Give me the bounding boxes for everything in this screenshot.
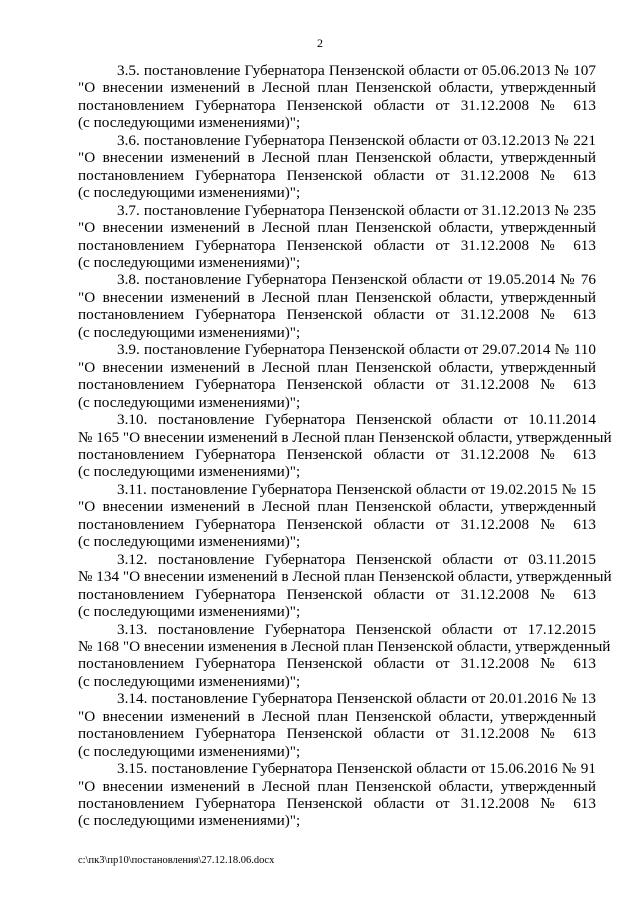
list-item (78, 550, 612, 621)
list-item (78, 62, 596, 132)
item-line: 3.7. постановление Губернатора Пензенской области от 31.12.2013 № 235 (117, 201, 596, 219)
item-line: 3.15. постановление Губернатора Пензенской области от 15.06.2016 № 91 (117, 760, 596, 778)
item-line: постановлением Губернатора Пензенской области от 31.12.2008 № 613 (78, 376, 596, 394)
item-line: постановлением Губернатора Пензенской области от 31.12.2008 № 613 (78, 96, 596, 114)
item-line: (с последующими изменениями)"; (78, 603, 301, 621)
page-number: 2 (317, 36, 323, 50)
item-line: (с последующими изменениями)"; (78, 812, 301, 830)
item-line: (с последующими изменениями)"; (78, 253, 301, 271)
item-line: 3.6. постановление Губернатора Пензенской области от 03.12.2013 № 221 (117, 131, 596, 149)
list-item (78, 690, 596, 760)
item-line: (с последующими изменениями)"; (78, 463, 301, 481)
item-line: постановлением Губернатора Пензенской области от 31.12.2008 № 613 (78, 795, 596, 813)
list-item (78, 411, 612, 481)
item-line: 3.12. постановление Губернатора Пензенской области от 03.11.2015 (117, 550, 596, 568)
item-line: (с последующими изменениями)"; (78, 393, 301, 411)
list-item (78, 620, 611, 691)
item-line: постановлением Губернатора Пензенской области от 31.12.2008 № 613 (78, 725, 596, 743)
item-line: постановлением Губернатора Пензенской области от 31.12.2008 № 613 (78, 585, 596, 603)
item-line: № 168 "О внесении изменения в Лесной план Пензенской области, утвержденный (78, 637, 611, 655)
item-line: № 165 "О внесении изменений в Лесной план Пензенской области, утвержденный (78, 428, 612, 446)
item-line: (с последующими изменениями)"; (78, 742, 301, 760)
document-body (78, 62, 612, 830)
list-item (78, 202, 596, 272)
list-item (78, 341, 596, 411)
item-line: "О внесении изменений в Лесной план Пензенской области, утвержденный (78, 777, 596, 795)
list-item (78, 481, 596, 551)
item-line: "О внесении изменений в Лесной план Пензенской области, утвержденный (78, 288, 596, 306)
item-line: "О внесении изменений в Лесной план Пензенской области, утвержденный (78, 707, 596, 725)
item-line: (с последующими изменениями)"; (78, 672, 301, 690)
item-line: 3.13. постановление Губернатора Пензенской области от 17.12.2015 (117, 620, 596, 638)
item-line: 3.11. постановление Губернатора Пензенской области от 19.02.2015 № 15 (117, 480, 596, 498)
item-line: "О внесении изменений в Лесной план Пензенской области, утвержденный (78, 498, 596, 516)
item-line: (с последующими изменениями)"; (78, 184, 301, 202)
item-line: "О внесении изменений в Лесной план Пензенской области, утвержденный (78, 219, 596, 237)
item-line: 3.14. постановление Губернатора Пензенской области от 20.01.2016 № 13 (117, 690, 596, 708)
item-line: (с последующими изменениями)"; (78, 323, 301, 341)
list-item (78, 760, 596, 830)
footer-file-path: c:\пк3\пр10\постановления\27.12.18.06.docx (78, 855, 275, 866)
item-line: № 134 "О внесении изменений в Лесной план Пензенской области, утвержденный (78, 568, 612, 586)
item-line: постановлением Губернатора Пензенской области от 31.12.2008 № 613 (78, 306, 596, 324)
item-line: постановлением Губернатора Пензенской области от 31.12.2008 № 613 (78, 166, 596, 184)
item-line: (с последующими изменениями)"; (78, 533, 301, 551)
item-line: (с последующими изменениями)"; (78, 114, 301, 132)
list-item (78, 132, 596, 202)
item-line: постановлением Губернатора Пензенской области от 31.12.2008 № 613 (78, 236, 596, 254)
item-line: 3.9. постановление Губернатора Пензенской области от 29.07.2014 № 110 (117, 341, 596, 359)
item-line: "О внесении изменений в Лесной план Пензенской области, утвержденный (78, 358, 596, 376)
item-line: постановлением Губернатора Пензенской области от 31.12.2008 № 613 (78, 655, 596, 673)
item-line: 3.5. постановление Губернатора Пензенской области от 05.06.2013 № 107 (117, 62, 596, 79)
item-line: "О внесении изменений в Лесной план Пензенской области, утвержденный (78, 79, 596, 97)
list-item (78, 271, 596, 341)
item-line: 3.8. постановление Губернатора Пензенской области от 19.05.2014 № 76 (117, 271, 596, 289)
item-line: 3.10. постановление Губернатора Пензенской области от 10.11.2014 (117, 411, 596, 429)
item-line: постановлением Губернатора Пензенской области от 31.12.2008 № 613 (78, 445, 596, 463)
item-line: "О внесении изменений в Лесной план Пензенской области, утвержденный (78, 149, 596, 167)
item-line: постановлением Губернатора Пензенской области от 31.12.2008 № 613 (78, 515, 596, 533)
